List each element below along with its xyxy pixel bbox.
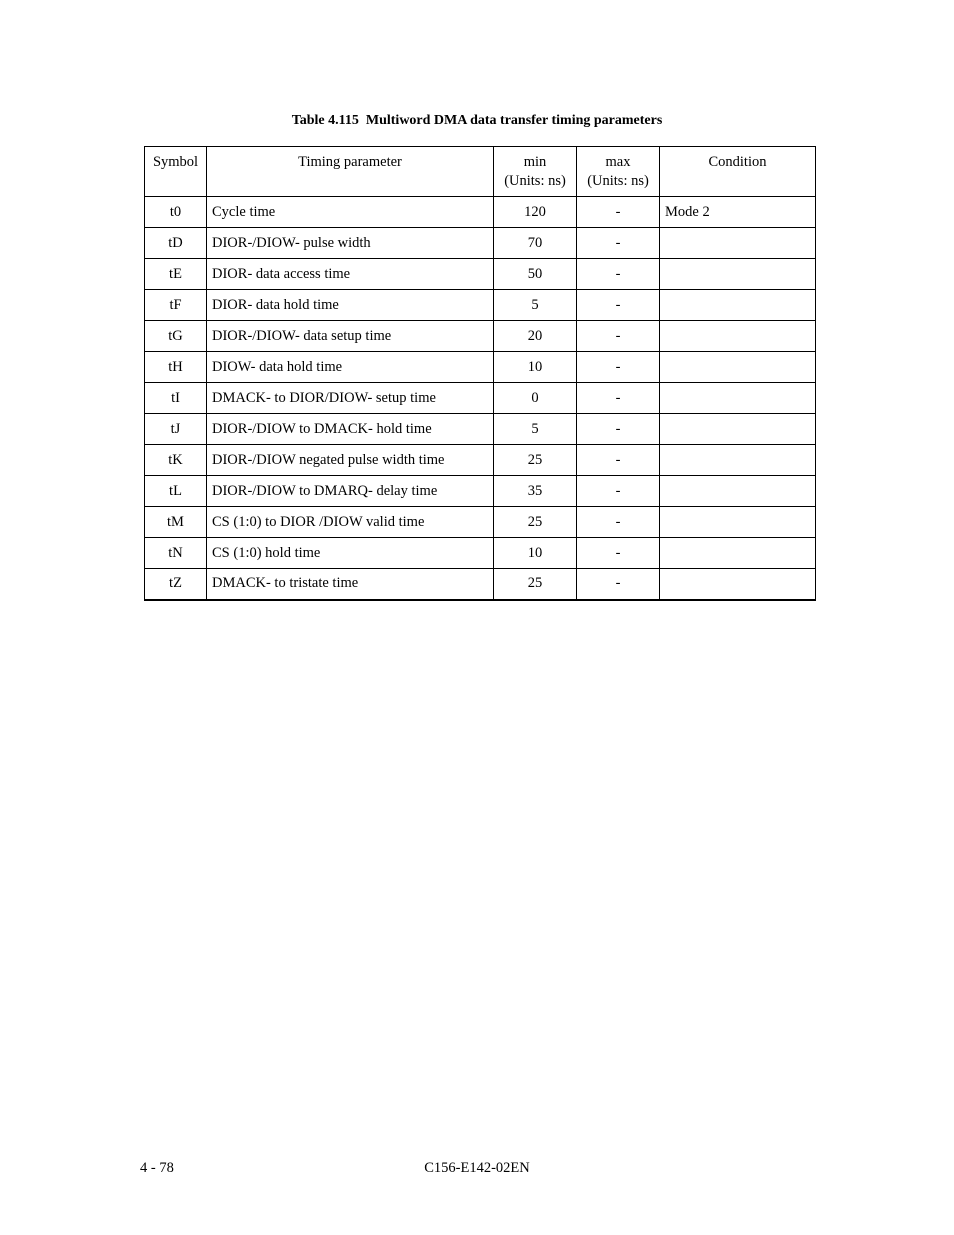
cell-condition xyxy=(660,414,816,445)
header-timing-parameter: Timing parameter xyxy=(207,147,494,197)
table-row xyxy=(145,352,816,383)
cell-max: - xyxy=(577,259,660,290)
cell-condition xyxy=(660,290,816,321)
cell-symbol: tH xyxy=(145,352,207,383)
cell-parameter: DIOR- data hold time xyxy=(207,290,494,321)
cell-min: 120 xyxy=(494,197,577,228)
cell-min: 5 xyxy=(494,414,577,445)
cell-symbol: tG xyxy=(145,321,207,352)
cell-max: - xyxy=(577,476,660,507)
cell-max: - xyxy=(577,197,660,228)
table-row xyxy=(145,321,816,352)
cell-symbol: tN xyxy=(145,538,207,569)
cell-max: - xyxy=(577,507,660,538)
cell-min: 70 xyxy=(494,228,577,259)
cell-min: 0 xyxy=(494,383,577,414)
cell-condition xyxy=(660,352,816,383)
table-row xyxy=(145,507,816,538)
cell-max: - xyxy=(577,228,660,259)
cell-condition: Mode 2 xyxy=(660,197,816,228)
table-row xyxy=(145,228,816,259)
cell-symbol: tM xyxy=(145,507,207,538)
cell-symbol: tD xyxy=(145,228,207,259)
table-row xyxy=(145,569,816,600)
cell-condition xyxy=(660,538,816,569)
table-caption: Table 4.115 Multiword DMA data transfer timing parameters xyxy=(291,113,663,128)
cell-max: - xyxy=(577,569,660,600)
cell-condition xyxy=(660,228,816,259)
cell-min: 35 xyxy=(494,476,577,507)
cell-parameter: DIOR-/DIOW- data setup time xyxy=(207,321,494,352)
cell-max: - xyxy=(577,383,660,414)
timing-parameters-table xyxy=(144,146,816,601)
cell-parameter: DIOR-/DIOW to DMACK- hold time xyxy=(207,414,494,445)
header-min-units: (Units: ns) xyxy=(504,173,566,189)
cell-parameter: DMACK- to DIOR/DIOW- setup time xyxy=(207,383,494,414)
table-row xyxy=(145,476,816,507)
table-row xyxy=(145,445,816,476)
table-row xyxy=(145,259,816,290)
cell-condition xyxy=(660,383,816,414)
header-max xyxy=(577,147,660,197)
table-row xyxy=(145,197,816,228)
cell-parameter: CS (1:0) to DIOR /DIOW valid time xyxy=(207,507,494,538)
cell-parameter: DIOW- data hold time xyxy=(207,352,494,383)
cell-min: 10 xyxy=(494,352,577,383)
cell-min: 5 xyxy=(494,290,577,321)
cell-max: - xyxy=(577,352,660,383)
cell-min: 20 xyxy=(494,321,577,352)
table-row xyxy=(145,414,816,445)
cell-condition xyxy=(660,321,816,352)
cell-max: - xyxy=(577,445,660,476)
header-max-label: max xyxy=(605,154,631,170)
cell-parameter: DIOR-/DIOW negated pulse width time xyxy=(207,445,494,476)
header-max-units: (Units: ns) xyxy=(587,173,649,189)
header-condition: Condition xyxy=(660,147,816,197)
cell-max: - xyxy=(577,414,660,445)
table-row xyxy=(145,290,816,321)
cell-symbol: tL xyxy=(145,476,207,507)
cell-condition xyxy=(660,259,816,290)
cell-min: 50 xyxy=(494,259,577,290)
cell-min: 10 xyxy=(494,538,577,569)
cell-parameter: DMACK- to tristate time xyxy=(207,569,494,600)
cell-min: 25 xyxy=(494,507,577,538)
cell-parameter: DIOR-/DIOW to DMARQ- delay time xyxy=(207,476,494,507)
document-id: C156-E142-02EN xyxy=(424,1160,530,1176)
cell-min: 25 xyxy=(494,445,577,476)
cell-condition xyxy=(660,476,816,507)
cell-parameter: CS (1:0) hold time xyxy=(207,538,494,569)
table-row xyxy=(145,383,816,414)
cell-parameter: DIOR- data access time xyxy=(207,259,494,290)
cell-max: - xyxy=(577,290,660,321)
cell-max: - xyxy=(577,321,660,352)
cell-condition xyxy=(660,445,816,476)
cell-symbol: tJ xyxy=(145,414,207,445)
table-header-row xyxy=(145,147,816,197)
cell-min: 25 xyxy=(494,569,577,600)
cell-symbol: tE xyxy=(145,259,207,290)
cell-symbol: tF xyxy=(145,290,207,321)
header-symbol: Symbol xyxy=(145,147,207,197)
page-number: 4 - 78 xyxy=(140,1160,174,1176)
cell-condition xyxy=(660,569,816,600)
cell-symbol: t0 xyxy=(145,197,207,228)
cell-symbol: tK xyxy=(145,445,207,476)
cell-parameter: Cycle time xyxy=(207,197,494,228)
header-min xyxy=(494,147,577,197)
cell-symbol: tZ xyxy=(145,569,207,600)
cell-parameter: DIOR-/DIOW- pulse width xyxy=(207,228,494,259)
table-row xyxy=(145,538,816,569)
cell-symbol: tI xyxy=(145,383,207,414)
cell-condition xyxy=(660,507,816,538)
header-min-label: min xyxy=(523,154,547,170)
cell-max: - xyxy=(577,538,660,569)
